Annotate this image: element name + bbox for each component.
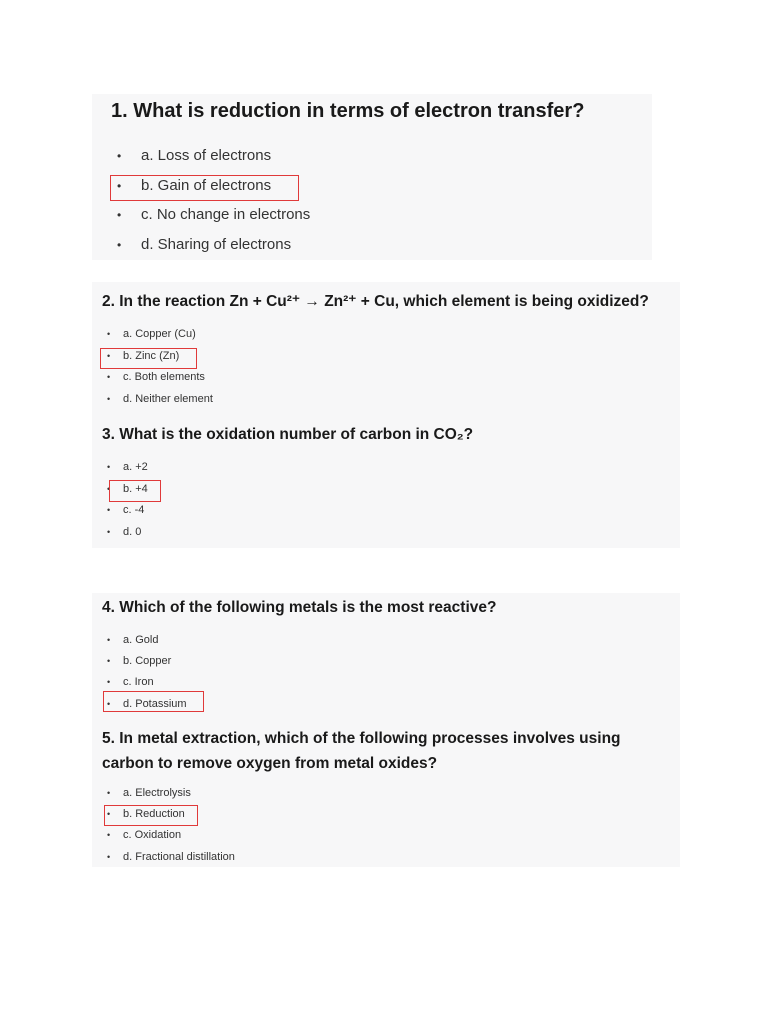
option-label: c. Both elements	[123, 371, 205, 383]
bullet-icon: •	[107, 698, 111, 709]
option-label: c. No change in electrons	[141, 206, 311, 223]
bullet-icon: •	[117, 237, 122, 252]
option-label: a. Loss of electrons	[141, 147, 272, 164]
option-label: b. Copper	[123, 655, 172, 668]
option-label: d. 0	[123, 525, 142, 538]
bullet-icon: •	[107, 788, 111, 798]
bullet-icon: •	[107, 372, 111, 382]
question-5-title: 5. In metal extraction, which of the following processes involves using carbon to remove oxygen from metal oxides?	[102, 730, 621, 772]
option-label: b. +4	[123, 482, 148, 495]
option-label: c. Iron	[123, 676, 154, 689]
option-label: b. Gain of electrons	[141, 176, 272, 194]
question-1-title: 1. What is reduction in terms of electron transfer?	[111, 100, 585, 122]
question-4-title: 4. Which of the following metals is the most reactive?	[102, 599, 497, 616]
option-label: a. Electrolysis	[123, 787, 191, 799]
bullet-icon: •	[107, 656, 111, 667]
option-label: a. +2	[123, 461, 148, 473]
bullet-icon: •	[107, 526, 111, 537]
bullet-icon: •	[107, 851, 111, 862]
option-label: c. Oxidation	[123, 829, 182, 842]
option-label: b. Zinc (Zn)	[123, 349, 180, 362]
option-label: d. Neither element	[123, 392, 213, 405]
bullet-icon: •	[117, 178, 122, 193]
question-card-3	[92, 593, 680, 867]
option-label: c. -4	[123, 504, 145, 516]
option-label: a. Copper (Cu)	[123, 328, 196, 340]
bullet-icon: •	[107, 809, 111, 820]
question-3-title: 3. What is the oxidation number of carbon in CO₂?	[102, 426, 474, 443]
bullet-icon: •	[117, 208, 122, 222]
bullet-icon: •	[107, 505, 111, 515]
bullet-icon: •	[107, 462, 111, 472]
question-card-2	[92, 282, 680, 548]
bullet-icon: •	[117, 149, 122, 163]
bullet-icon: •	[107, 677, 111, 688]
option-label: d. Potassium	[123, 697, 187, 710]
bullet-icon: •	[107, 483, 111, 494]
bullet-icon: •	[107, 350, 111, 361]
bullet-icon: •	[107, 329, 111, 339]
question-2-title: 2. In the reaction Zn + Cu²⁺ → Zn²⁺ + Cu, which element is being oxidized?	[102, 293, 649, 310]
option-label: b. Reduction	[123, 808, 185, 821]
bullet-icon: •	[107, 393, 111, 404]
option-label: a. Gold	[123, 634, 159, 646]
bullet-icon: •	[107, 830, 111, 841]
question-card-1	[92, 94, 652, 260]
option-label: d. Fractional distillation	[123, 850, 235, 863]
bullet-icon: •	[107, 635, 111, 645]
option-label: d. Sharing of electrons	[141, 235, 292, 253]
